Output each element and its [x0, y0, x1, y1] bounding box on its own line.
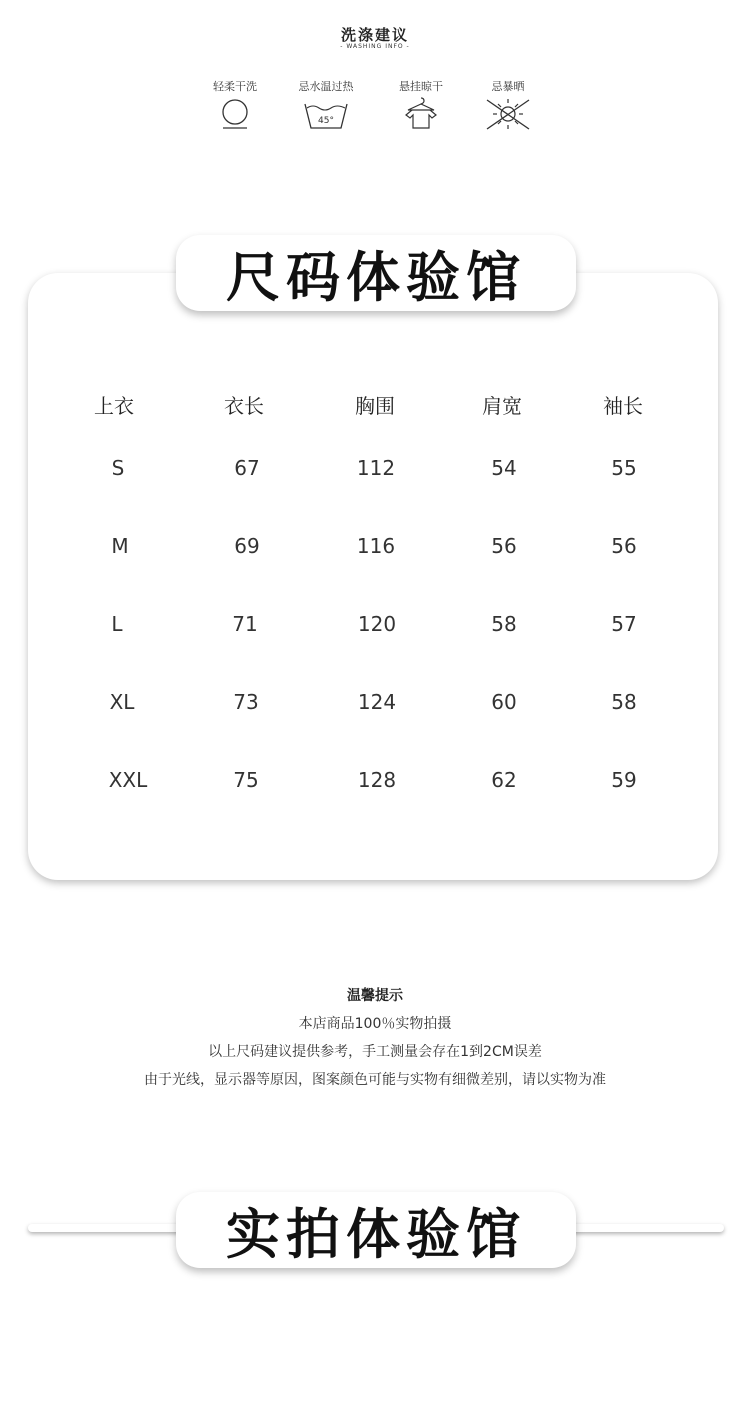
size-cell: S [111, 456, 125, 480]
size-cell: 116 [356, 534, 396, 558]
size-cell: 59 [611, 768, 637, 792]
size-cell: 71 [232, 612, 258, 636]
wash-temperature-badge: 45° [318, 116, 334, 126]
hang-dry-icon [396, 96, 446, 132]
size-cell: 128 [357, 768, 397, 792]
size-cell: M [111, 534, 129, 558]
size-cell: 69 [234, 534, 260, 558]
size-header-cell: 胸围 [355, 394, 395, 418]
size-cell: 57 [611, 612, 637, 636]
photo-section-title: 实拍体验馆 [226, 1202, 526, 1266]
size-cell: 58 [611, 690, 637, 714]
tips-title: 温馨提示 [347, 988, 403, 1004]
tips-line: 本店商品100％实物拍摄 [298, 1016, 452, 1032]
size-cell: 120 [357, 612, 397, 636]
no-sun-icon [483, 96, 533, 132]
wash-45-icon [301, 96, 351, 132]
size-cell: 58 [491, 612, 517, 636]
wash-item-no-sun [468, 78, 548, 132]
washing-subtitle: - WASHING INFO - [340, 43, 410, 50]
size-cell: 67 [234, 456, 260, 480]
size-header-cell: 肩宽 [482, 394, 522, 418]
wash-label: 忌暴晒 [491, 80, 525, 93]
size-cell: 62 [491, 768, 517, 792]
size-cell: 73 [233, 690, 259, 714]
tips-line: 由于光线，显示器等原因，图案颜色可能与实物有细微差别，请以实物为准 [144, 1072, 606, 1088]
size-cell: 60 [491, 690, 517, 714]
size-cell: XL [109, 690, 135, 714]
size-cell: 55 [611, 456, 637, 480]
photo-section-header [176, 1192, 576, 1268]
wash-item-hang-dry [381, 78, 461, 132]
size-cell: 75 [233, 768, 259, 792]
size-cell: 54 [491, 456, 517, 480]
washing-title: 洗涤建议 [340, 26, 409, 44]
tips-line: 以上尺码建议提供参考，手工测量会存在1到2CM误差 [208, 1044, 542, 1060]
size-cell: 56 [611, 534, 637, 558]
size-cell: 112 [356, 456, 396, 480]
size-header-cell: 上衣 [94, 394, 134, 418]
size-section-header [176, 235, 576, 311]
size-cell: L [111, 612, 123, 636]
size-header-cell: 衣长 [224, 394, 264, 418]
wash-item-temperature [286, 78, 366, 132]
size-table-card [28, 273, 718, 880]
wash-label: 轻柔干洗 [213, 80, 257, 93]
dry-clean-icon [210, 96, 260, 132]
size-cell: 124 [357, 690, 397, 714]
wash-label: 忌水温过热 [298, 80, 354, 93]
wash-label: 悬挂晾干 [399, 80, 443, 93]
size-section-title: 尺码体验馆 [226, 245, 526, 309]
size-header-cell: 袖长 [603, 394, 643, 418]
wash-item-dry-clean [195, 78, 275, 132]
size-cell: 56 [491, 534, 517, 558]
size-cell: XXL [108, 768, 148, 792]
